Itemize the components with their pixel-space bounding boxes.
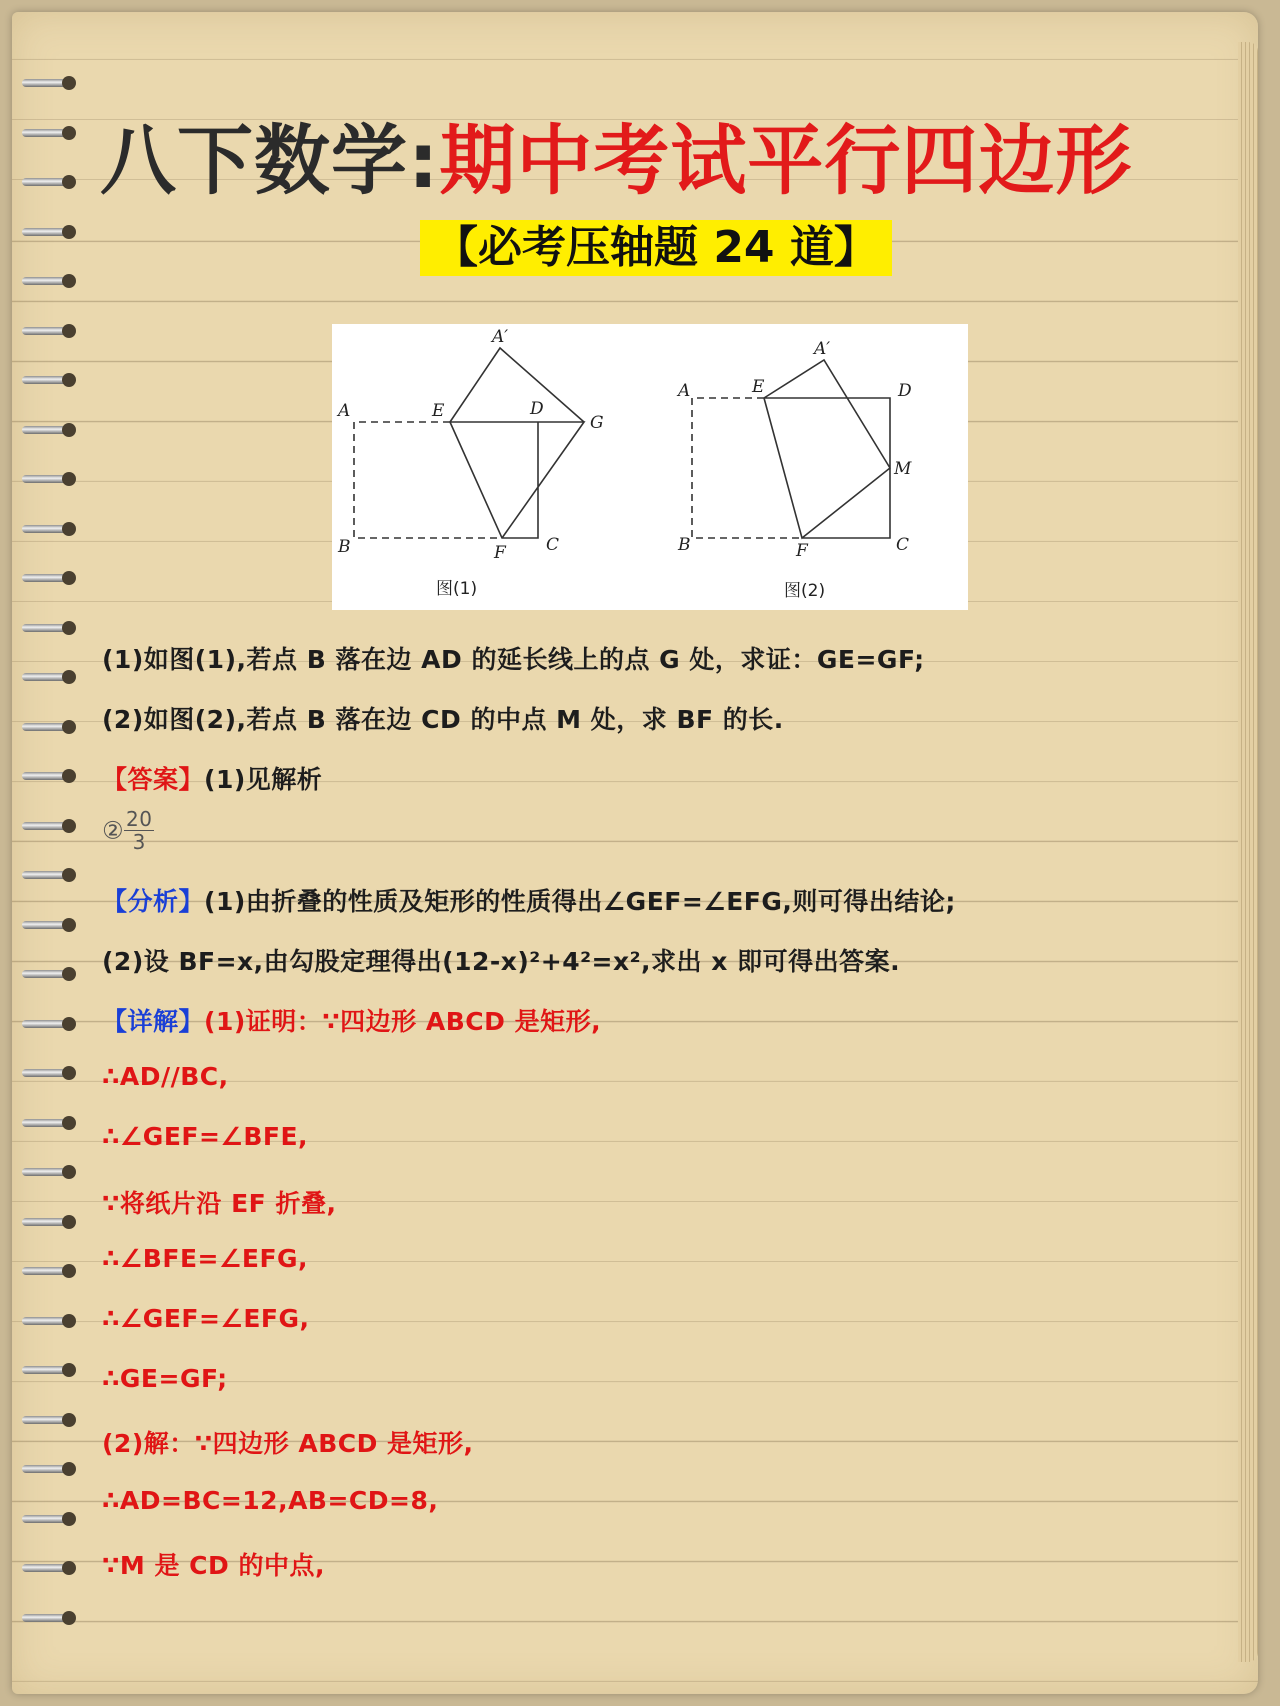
fig1-label-g: G <box>590 413 604 433</box>
binding-ring <box>22 1211 80 1233</box>
solution-tag: 【详解】 <box>102 1007 205 1036</box>
solution-line-4: ∵将纸片沿 EF 折叠, <box>102 1189 337 1218</box>
ring-hole <box>62 1215 76 1229</box>
fig1-label-c: C <box>546 535 560 555</box>
ring-hole <box>62 1017 76 1031</box>
ring-hole <box>62 571 76 585</box>
fig2-fold-lines <box>764 360 890 538</box>
binding-ring <box>22 815 80 837</box>
ring-hole <box>62 373 76 387</box>
figure-2 <box>692 360 890 538</box>
solution-text-1: (1)证明：∵四边形 ABCD 是矩形, <box>204 1007 602 1036</box>
ring-hole <box>62 175 76 189</box>
page-title <box>100 100 1132 209</box>
geometry-figure-svg <box>332 324 968 610</box>
ring-hole <box>62 819 76 833</box>
ring-hole <box>62 522 76 536</box>
analysis-tag: 【分析】 <box>102 887 205 916</box>
fig2-label-aprime: A′ <box>814 339 831 359</box>
ring-hole <box>62 472 76 486</box>
fig2-label-d: D <box>898 381 912 401</box>
question-1: (1)如图(1),若点 B 落在边 AD 的延长线上的点 G 处，求证：GE=GF; <box>102 645 925 674</box>
fig1-label-e: E <box>432 401 445 421</box>
ring-hole <box>62 769 76 783</box>
binding-ring <box>22 914 80 936</box>
analysis-text-1: (1)由折叠的性质及矩形的性质得出∠GEF=∠EFG,则可得出结论; <box>204 887 956 916</box>
question-2: (2)如图(2),若点 B 落在边 CD 的中点 M 处，求 BF 的长. <box>102 705 784 734</box>
binding-ring <box>22 518 80 540</box>
geometry-figure <box>332 324 968 610</box>
fig2-label-e: E <box>752 377 765 397</box>
solution-line-6: ∴∠GEF=∠EFG, <box>102 1304 310 1333</box>
answer-fraction <box>124 808 154 853</box>
ring-hole <box>62 1512 76 1526</box>
binding-ring <box>22 1458 80 1480</box>
figure-1-labels <box>336 327 604 599</box>
binding-ring <box>22 1508 80 1530</box>
ring-hole <box>62 720 76 734</box>
ring-hole <box>62 1066 76 1080</box>
fig1-label-f: F <box>494 543 506 563</box>
solution-line-3: ∴∠GEF=∠BFE, <box>102 1122 309 1151</box>
solution-line-2: ∴AD//BC, <box>102 1062 229 1091</box>
binding-ring <box>22 1310 80 1332</box>
binding-ring <box>22 1409 80 1431</box>
ring-hole <box>62 423 76 437</box>
fig1-label-a: A <box>338 401 351 421</box>
binding-ring <box>22 270 80 292</box>
binding-ring <box>22 1013 80 1035</box>
binding-ring <box>22 1260 80 1282</box>
ring-hole <box>62 1165 76 1179</box>
solution-line-8: (2)解：∵四边形 ABCD 是矩形, <box>102 1429 474 1458</box>
answer-part-1: (1)见解析 <box>204 765 323 794</box>
ring-hole <box>62 225 76 239</box>
ring-hole <box>62 1413 76 1427</box>
binding-ring <box>22 369 80 391</box>
binding-ring <box>22 1112 80 1134</box>
ring-hole <box>62 670 76 684</box>
answer-circle-2: ② <box>102 816 125 845</box>
ring-hole <box>62 324 76 338</box>
ring-hole <box>62 1611 76 1625</box>
fraction-numerator: 20 <box>126 807 153 831</box>
ring-hole <box>62 1561 76 1575</box>
fig1-label-b: B <box>338 537 351 557</box>
ring-hole <box>62 967 76 981</box>
binding-ring <box>22 171 80 193</box>
ring-hole <box>62 918 76 932</box>
analysis-line-2: (2)设 BF=x,由勾股定理得出(12-x)²+4²=x²,求出 x 即可得出答案. <box>102 947 901 976</box>
binding-ring <box>22 1607 80 1629</box>
figure-1 <box>354 348 584 538</box>
title-subject: 八下数学: <box>100 116 440 205</box>
binding-ring <box>22 468 80 490</box>
fig2-label-b: B <box>678 535 691 555</box>
fig2-label-f: F <box>796 541 808 561</box>
binding-ring <box>22 221 80 243</box>
ring-hole <box>62 1116 76 1130</box>
binding-ring <box>22 1161 80 1183</box>
binding-ring <box>22 716 80 738</box>
ring-hole <box>62 1264 76 1278</box>
solution-line-7: ∴GE=GF; <box>102 1364 228 1393</box>
fig1-dashed-rect <box>354 422 502 538</box>
fig2-label-a: A <box>678 381 691 401</box>
ring-hole <box>62 126 76 140</box>
binding-ring <box>22 765 80 787</box>
fig2-label-m: M <box>894 459 912 479</box>
ring-hole <box>62 1314 76 1328</box>
binding-ring <box>22 666 80 688</box>
solution-line-9: ∴AD=BC=12,AB=CD=8, <box>102 1486 439 1515</box>
ring-hole <box>62 868 76 882</box>
binding-ring <box>22 320 80 342</box>
binding-ring <box>22 567 80 589</box>
ring-hole <box>62 76 76 90</box>
binding-ring <box>22 1062 80 1084</box>
answer-line <box>102 760 322 796</box>
fig2-caption: 图(2) <box>784 581 826 601</box>
ring-hole <box>62 274 76 288</box>
page-stack-edge <box>1238 42 1258 1662</box>
fig2-dashed-rect <box>692 398 802 538</box>
analysis-line-1 <box>102 882 956 918</box>
binding-ring <box>22 1557 80 1579</box>
answer-tag: 【答案】 <box>102 765 205 794</box>
answer-part-2 <box>102 808 154 853</box>
binding-ring <box>22 864 80 886</box>
binding-ring <box>22 617 80 639</box>
subtitle-banner: 【必考压轴题 24 道】 <box>420 220 892 276</box>
binding-ring <box>22 419 80 441</box>
binding-ring <box>22 72 80 94</box>
fig2-label-c: C <box>896 535 910 555</box>
binding-ring <box>22 963 80 985</box>
fig1-caption: 图(1) <box>436 579 478 599</box>
fig1-fold-lines <box>450 348 584 538</box>
title-topic: 期中考试平行四边形 <box>439 116 1133 205</box>
fraction-denominator: 3 <box>132 830 146 854</box>
ring-hole <box>62 621 76 635</box>
binding-ring <box>22 1359 80 1381</box>
solution-line-5: ∴∠BFE=∠EFG, <box>102 1244 309 1273</box>
ring-hole <box>62 1363 76 1377</box>
spiral-binding <box>12 72 92 1672</box>
fig1-label-aprime: A′ <box>492 327 509 347</box>
solution-line-10: ∵M 是 CD 的中点, <box>102 1551 325 1580</box>
solution-line-1 <box>102 1002 601 1038</box>
fig1-label-d: D <box>530 399 544 419</box>
binding-ring <box>22 122 80 144</box>
notebook-page <box>12 12 1258 1694</box>
ring-hole <box>62 1462 76 1476</box>
